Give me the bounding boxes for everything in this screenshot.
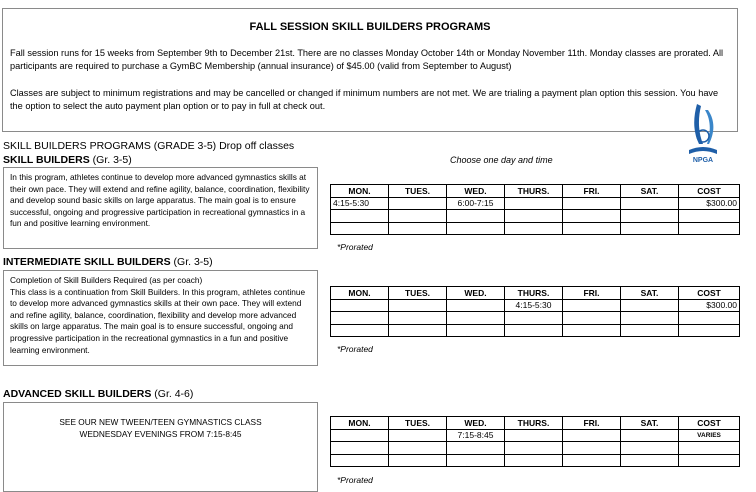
table-row: [331, 197, 740, 210]
day-header: THURS.: [505, 287, 563, 300]
time-slot-cell: [505, 197, 563, 210]
time-slot-cell: [621, 454, 679, 467]
time-slot-cell: [331, 454, 389, 467]
time-slot-cell: [389, 210, 447, 223]
time-slot-cell: [447, 210, 505, 223]
prorated-note: *Prorated: [337, 344, 373, 354]
table-row: [331, 312, 740, 325]
cost-header: COST: [679, 417, 740, 430]
table-row: [331, 429, 740, 442]
table-row: [331, 210, 740, 223]
time-slot-cell: [505, 429, 563, 442]
cost-header: COST: [679, 185, 740, 198]
time-slot-cell: [389, 312, 447, 325]
intro-paragraph-1: Fall session runs for 15 weeks from September 9th to December 21st. There are no classes Monday October 14th or Monday November 11th. Monday classes are prorated. All participants are required to purchase a GymBC Membership (annual insurance) of $45.00 (valid from September to August): [10, 48, 724, 71]
day-header: MON.: [331, 185, 389, 198]
table-header-row: [331, 185, 740, 198]
time-slot-cell: [505, 210, 563, 223]
time-slot-cell: [563, 454, 621, 467]
time-slot-cell: [389, 454, 447, 467]
time-slot-cell: [505, 312, 563, 325]
time-slot-cell: [563, 312, 621, 325]
page-title: FALL SESSION SKILL BUILDERS PROGRAMS: [249, 21, 491, 33]
cost-cell: [679, 454, 740, 467]
day-header: WED.: [447, 417, 505, 430]
time-slot-cell: [447, 222, 505, 235]
logo-text: NPGA: [692, 157, 714, 164]
time-slot-cell: [389, 197, 447, 210]
cost-cell: [679, 442, 740, 455]
time-slot-cell: [331, 299, 389, 312]
time-slot-cell: [331, 324, 389, 337]
time-slot-cell: [621, 324, 679, 337]
time-slot-cell: [621, 429, 679, 442]
time-slot-cell: [389, 324, 447, 337]
day-header: MON.: [331, 287, 389, 300]
day-header: FRI.: [563, 185, 621, 198]
section-header: SKILL BUILDERS PROGRAMS (GRADE 3-5) Drop off classes: [3, 140, 295, 152]
cost-cell: VARIES: [679, 429, 740, 442]
prorated-note: *Prorated: [337, 475, 373, 485]
time-slot-cell: [563, 324, 621, 337]
time-slot-cell: [331, 312, 389, 325]
time-slot-cell: [331, 210, 389, 223]
table-row: [331, 324, 740, 337]
table-header-row: [331, 287, 740, 300]
day-header: WED.: [447, 287, 505, 300]
time-slot-cell: [621, 299, 679, 312]
program-title: ADVANCED SKILL BUILDERS (Gr. 4-6): [3, 388, 194, 400]
time-slot-cell[interactable]: 7:15-8:45: [447, 429, 505, 442]
time-slot-cell: [447, 454, 505, 467]
day-header: THURS.: [505, 185, 563, 198]
cost-cell: $300.00: [679, 197, 740, 210]
time-slot-cell: [389, 299, 447, 312]
time-slot-cell: [563, 222, 621, 235]
npga-logo-icon: [683, 100, 723, 164]
time-slot-cell: [389, 429, 447, 442]
cost-cell: [679, 324, 740, 337]
cost-header: COST: [679, 287, 740, 300]
time-slot-cell: [505, 454, 563, 467]
program-title: INTERMEDIATE SKILL BUILDERS (Gr. 3-5): [3, 256, 213, 268]
time-slot-cell: [563, 210, 621, 223]
program-description: SEE OUR NEW TWEEN/TEEN GYMNASTICS CLASS WEDNESDAY EVENINGS FROM 7:15-8:45: [3, 402, 318, 492]
time-slot-cell: [505, 442, 563, 455]
day-header: TUES.: [389, 185, 447, 198]
day-header: FRI.: [563, 417, 621, 430]
time-slot-cell: [331, 222, 389, 235]
time-slot-cell: [621, 312, 679, 325]
time-slot-cell: [621, 197, 679, 210]
time-slot-cell: [331, 429, 389, 442]
schedule-table: [330, 286, 740, 337]
cost-cell: [679, 210, 740, 223]
cost-cell: $300.00: [679, 299, 740, 312]
time-slot-cell[interactable]: 4:15-5:30: [331, 197, 389, 210]
time-slot-cell: [505, 222, 563, 235]
schedule-table: [330, 184, 740, 235]
time-slot-cell: [563, 197, 621, 210]
time-slot-cell: [621, 210, 679, 223]
choose-note: Choose one day and time: [450, 155, 553, 165]
time-slot-cell: [563, 299, 621, 312]
program-description: In this program, athletes continue to develop more advanced gymnastics skills at their own pace. They will extend and refine agility, balance, coordination, flexibility and develop sound basic skills on large apparatus. The main goal is to ensure successful, ongoing and progressive participation in recreational gymnastics in a fun and positive learning environment.: [3, 167, 318, 249]
table-row: [331, 222, 740, 235]
day-header: FRI.: [563, 287, 621, 300]
time-slot-cell: [447, 442, 505, 455]
cost-cell: [679, 312, 740, 325]
program-title: SKILL BUILDERS (Gr. 3-5): [3, 154, 132, 166]
time-slot-cell: [447, 312, 505, 325]
schedule-table: [330, 416, 740, 467]
time-slot-cell: [621, 442, 679, 455]
day-header: SAT.: [621, 417, 679, 430]
time-slot-cell: [505, 324, 563, 337]
time-slot-cell: [563, 429, 621, 442]
day-header: TUES.: [389, 417, 447, 430]
day-header: SAT.: [621, 287, 679, 300]
time-slot-cell: [331, 442, 389, 455]
table-row: [331, 454, 740, 467]
time-slot-cell: [389, 222, 447, 235]
intro-box: [2, 8, 738, 132]
table-header-row: [331, 417, 740, 430]
time-slot-cell: [389, 442, 447, 455]
time-slot-cell: [563, 442, 621, 455]
program-description: Completion of Skill Builders Required (as per coach) This class is a continuation from Skill Builders. In this program, athletes continue to develop more advanced gymnastics skills at their own pace. They will extend and refine agility, balance, coordination, flexibility and develop more advanced skills on large apparatus. The main goal is to ensure successful, ongoing and progressive participation in the recreational gymnastics in a fun and positive learning environment.: [3, 270, 318, 366]
day-header: THURS.: [505, 417, 563, 430]
time-slot-cell[interactable]: 6:00-7:15: [447, 197, 505, 210]
day-header: SAT.: [621, 185, 679, 198]
day-header: MON.: [331, 417, 389, 430]
time-slot-cell: [621, 222, 679, 235]
day-header: WED.: [447, 185, 505, 198]
day-header: TUES.: [389, 287, 447, 300]
time-slot-cell[interactable]: 4:15-5:30: [505, 299, 563, 312]
time-slot-cell: [447, 324, 505, 337]
cost-cell: [679, 222, 740, 235]
table-row: [331, 442, 740, 455]
table-row: [331, 299, 740, 312]
intro-paragraph-2: Classes are subject to minimum registrations and may be cancelled or changed if minimum numbers are not met. We are trialing a payment plan option this session. You have the option to select the auto payment plan option or to pay in full at check out.: [10, 88, 719, 111]
prorated-note: *Prorated: [337, 242, 373, 252]
time-slot-cell: [447, 299, 505, 312]
